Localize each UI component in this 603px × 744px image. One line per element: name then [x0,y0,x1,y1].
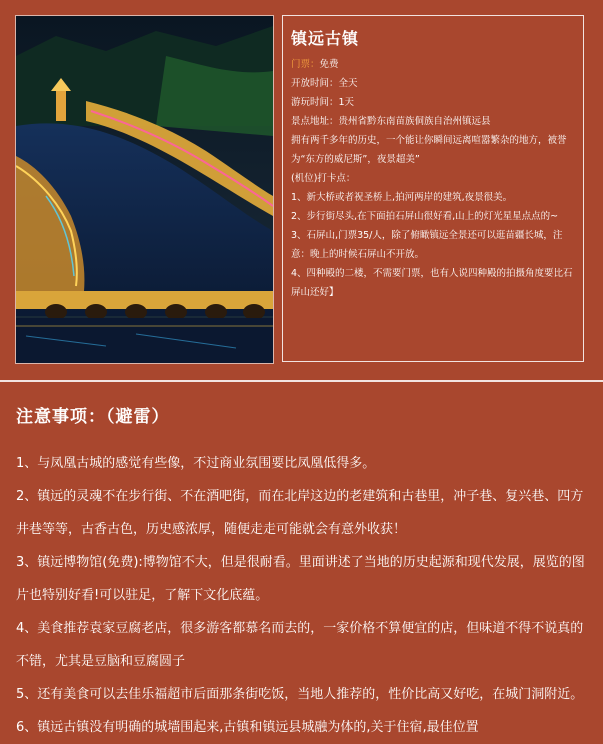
open-time: 开放时间：全天 [291,78,358,89]
note-item: 3、镇远博物馆(免费):博物馆不大，但是很耐看。里面讲述了当地的历史起源和现代发展，展览的图片也特别好看!可以驻足，了解下文化底蕴。 [16,555,585,603]
zhenyuan-night-scene [16,16,273,363]
attraction-info-card [282,15,584,362]
address: 景点地址：贵州省黔东南苗族侗族自治州镇远县 [291,116,491,127]
note-item: 1、与凤凰古城的感觉有些像，不过商业氛围要比凤凰低得多。 [16,456,376,471]
ticket-line [291,55,575,74]
note-item: 5、还有美食可以去佳乐福超市后面那条街吃饭，当地人推荐的，性价比高又好吃，在城门洞附近。 [16,687,584,702]
attraction-title: 镇远古镇 [291,29,360,48]
note-item: 4、美食推荐袁家豆腐老店，很多游客都慕名而去的，一家价格不算便宜的店，但味道不得不说真的不错，尤其是豆脑和豆腐圆子 [16,621,584,669]
spots-title: (机位)打卡点： [291,173,356,184]
description: 拥有两千多年的历史，一个能让你瞬间远离喧嚣繁杂的地方，被誉为“东方的威尼斯”，夜景超美” [291,135,567,165]
spot-item: 1、新大桥或者祝圣桥上,拍河两岸的建筑,夜景很美。 [291,192,513,203]
spot-item: 3、石屏山,门票35/人，除了俯瞰镇远全景还可以逛苗疆长城，注意：晚上的时候石屏山不开放。 [291,230,563,260]
note-item: 2、镇远的灵魂不在步行街、不在酒吧街，而在北岸这边的老建筑和古巷里，冲子巷、复兴巷、四方井巷等等，古香古色，历史感浓厚，随便走走可能就会有意外收获！ [16,489,584,537]
notes-list [16,447,594,744]
spot-item: 2、步行街尽头,在下面拍石屏山很好看,山上的灯光星星点点的~ [291,211,559,222]
note-item: 6、镇远古镇没有明确的城墙围起来,古镇和镇远县城融为体的,关于住宿,最佳位置 [16,720,479,735]
section-divider [0,380,603,382]
night-view-photo [15,15,274,364]
notes-title: 注意事项：（避雷） [16,407,170,427]
ticket-label: 门票： [291,59,320,70]
spot-item: 4、四种殿的二楼，不需要门票，也有人说四种殿的拍摄角度要比石屏山还好】 [291,268,573,298]
ticket-value: 免费 [319,59,339,70]
play-duration: 游玩时间：1天 [291,97,355,108]
